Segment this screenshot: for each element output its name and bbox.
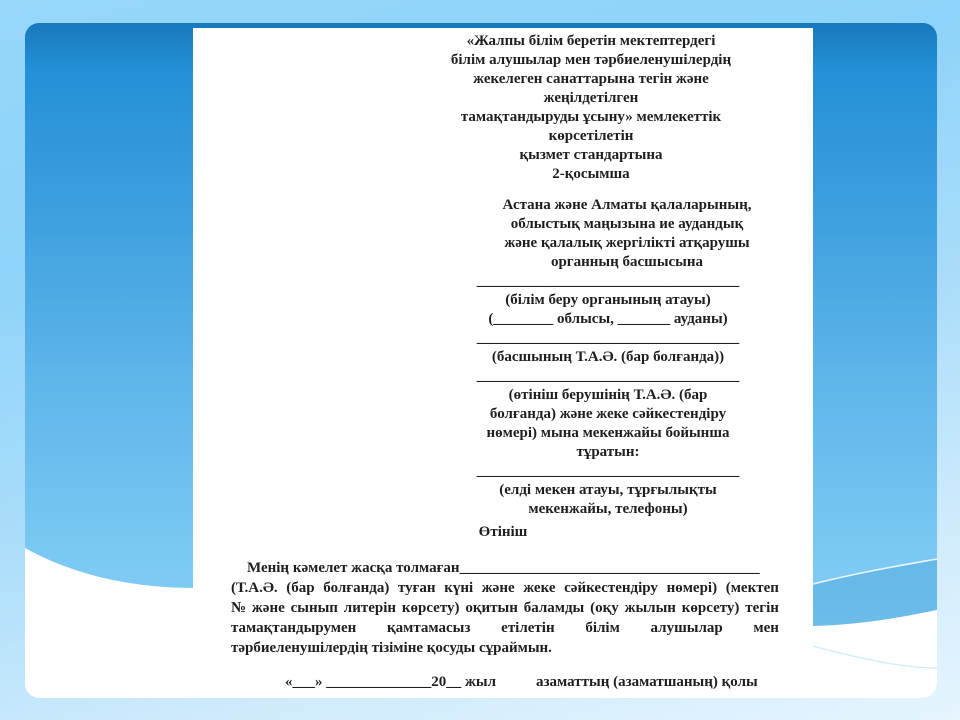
- form-underline: ___________________________________: [476, 368, 740, 384]
- date-blank: «___» ______________20__ жыл: [285, 674, 497, 690]
- form-caption: нөмері) мына мекенжайы бойынша: [486, 425, 730, 441]
- form-caption: тұратын:: [576, 444, 640, 460]
- addressee-line: органның басшысына: [550, 254, 704, 270]
- paragraph-line: (Т.А.Ә. (бар болғанда) туған күні және жеке сәйкестендіру нөмері) (мектеп: [231, 580, 779, 596]
- annex-line: көрсетілетін: [548, 128, 634, 144]
- form-caption: (білім беру органының атауы): [505, 292, 711, 308]
- application-title: Өтініш: [478, 524, 528, 540]
- paragraph-line: тамақтандырумен қамтамасыз етілетін білім алушылар мен: [231, 620, 779, 636]
- form-underline: ___________________________________: [476, 273, 740, 289]
- form-caption: болғанда) және жеке сәйкестендіру: [489, 406, 727, 422]
- form-caption: (елді мекен атауы, тұрғылықты: [499, 482, 717, 498]
- form-fields-block: [447, 272, 769, 519]
- annex-line: білім алушылар мен тәрбиеленушілердің: [450, 52, 732, 68]
- document-page: [193, 28, 813, 698]
- annex-reference-block: [430, 32, 752, 184]
- addressee-line: және қалалық жергілікті атқарушы: [504, 235, 750, 251]
- addressee-line: облыстық маңызына ие аудандық: [510, 216, 744, 232]
- form-underline: ___________________________________: [476, 463, 740, 479]
- signature-caption: азаматтың (азаматшаның) қолы: [536, 674, 758, 690]
- form-caption: (басшының Т.А.Ә. (бар болғанда)): [491, 349, 725, 365]
- slide-panel: [25, 23, 937, 698]
- fill-in-underline: ________________________________________: [459, 560, 760, 576]
- form-caption: мекенжайы, телефоны): [528, 501, 688, 517]
- paragraph-line: тәрбиеленушілердің тізіміне қосуды сұраймын.: [231, 640, 552, 656]
- paragraph-line: [231, 558, 779, 578]
- annex-number-line: 2-қосымша: [552, 166, 630, 182]
- form-caption: (________ облысы, _______ ауданы): [488, 311, 728, 327]
- addressee-line: Астана және Алматы қалаларының,: [502, 197, 752, 213]
- paragraph-text: Менің кәмелет жасқа толмаған: [247, 560, 460, 576]
- annex-line: жекелеген санаттарына тегін және: [473, 71, 709, 87]
- application-body-paragraph: [231, 558, 779, 658]
- annex-line: тамақтандыруды ұсыну» мемлекеттік: [460, 109, 722, 125]
- form-caption: (өтініш берушінің Т.А.Ә. (бар: [508, 387, 708, 403]
- annex-line: жеңілдетілген: [543, 90, 639, 106]
- paragraph-line: № және сынып литерін көрсету) оқитын баламды (оқу жылын көрсету) тегін: [231, 600, 779, 616]
- form-underline: ___________________________________: [476, 330, 740, 346]
- signature-date-line: [285, 672, 813, 692]
- annex-line: «Жалпы білім беретін мектептердегі: [466, 33, 716, 49]
- annex-line: қызмет стандартына: [519, 147, 663, 163]
- addressee-block: [466, 196, 788, 272]
